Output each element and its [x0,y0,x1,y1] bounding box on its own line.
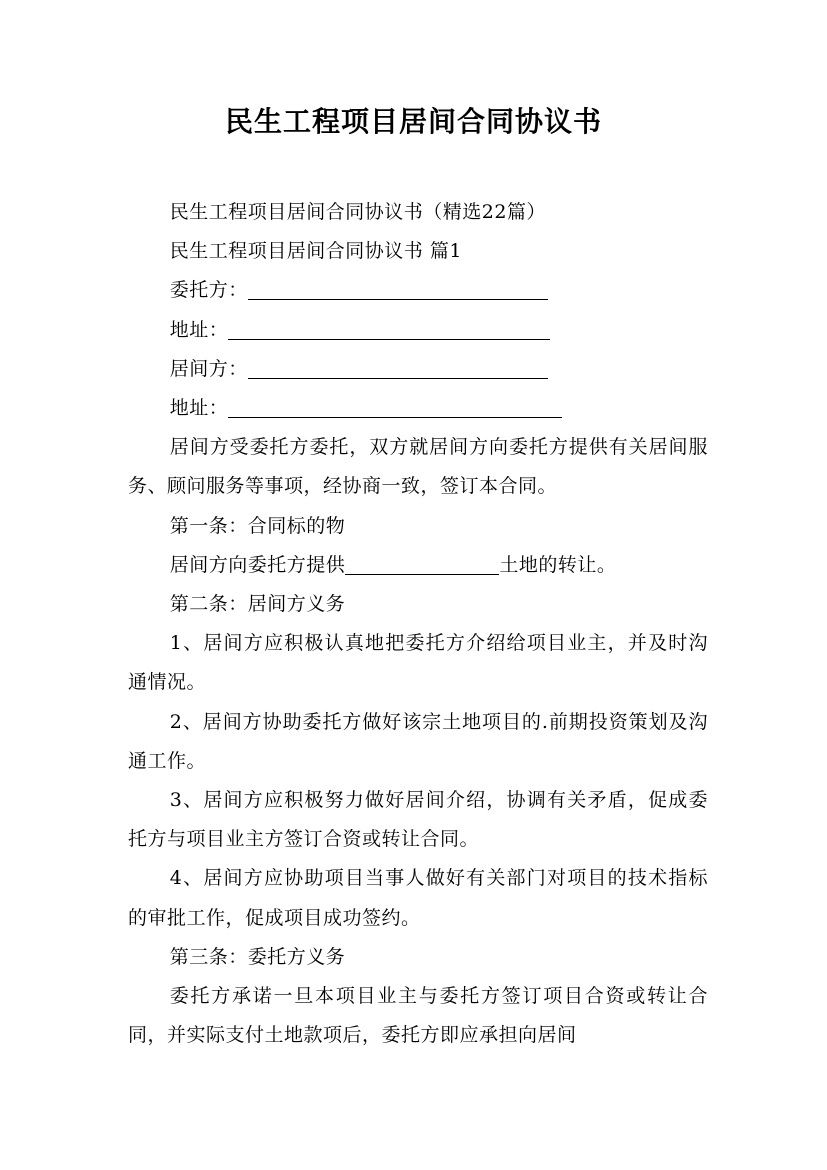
document-body [128,193,708,1055]
article3-heading: 第三条：委托方义务 [169,945,346,968]
broker-line [128,350,708,389]
intro-paragraph: 居间方受委托方委托，双方就居间方向委托方提供有关居间服务、顾问服务等事项，经协商一致，签订本合同。 [128,436,708,498]
client-address-line [128,311,708,350]
client-address-label: 地址： [169,318,229,341]
client-blank [248,273,548,300]
broker-address-blank [228,391,562,418]
document-title: 民生工程项目居间合同协议书 [224,105,602,138]
article1-text [128,546,708,585]
article3-text: 委托方承诺一旦本项目业主与委托方签订项目合资或转让合同，并实际支付土地款项后，委托方即应承担向居间 [128,985,708,1047]
article1-blank [345,548,499,575]
article2-item-4: 4、居间方应协助项目当事人做好有关部门对项目的技术指标的审批工作，促成项目成功签约。 [128,867,708,929]
article2-item-2: 2、居间方协助委托方做好该宗土地项目的.前期投资策划及沟通工作。 [128,710,708,772]
article1-text-after: 土地的转让。 [499,553,617,576]
article2-item-3: 3、居间方应积极努力做好居间介绍，协调有关矛盾，促成委托方与项目业主方签订合资或转让合同。 [128,789,708,851]
broker-label: 居间方： [169,357,248,380]
client-address-blank [228,313,550,340]
client-line [128,271,708,310]
article2-item-1: 1、居间方应积极认真地把委托方介绍给项目业主，并及时沟通情况。 [128,632,708,694]
subtitle-line: 民生工程项目居间合同协议书（精选22篇） [169,201,546,223]
article1-heading: 第一条：合同标的物 [169,514,346,537]
broker-address-line [128,389,708,428]
broker-blank [248,352,548,379]
article2-heading: 第二条：居间方义务 [169,593,346,616]
broker-address-label: 地址： [169,397,229,420]
chapter-line: 民生工程项目居间合同协议书 篇1 [169,240,462,263]
client-label: 委托方： [169,279,248,302]
article1-text-before: 居间方向委托方提供 [169,553,346,576]
